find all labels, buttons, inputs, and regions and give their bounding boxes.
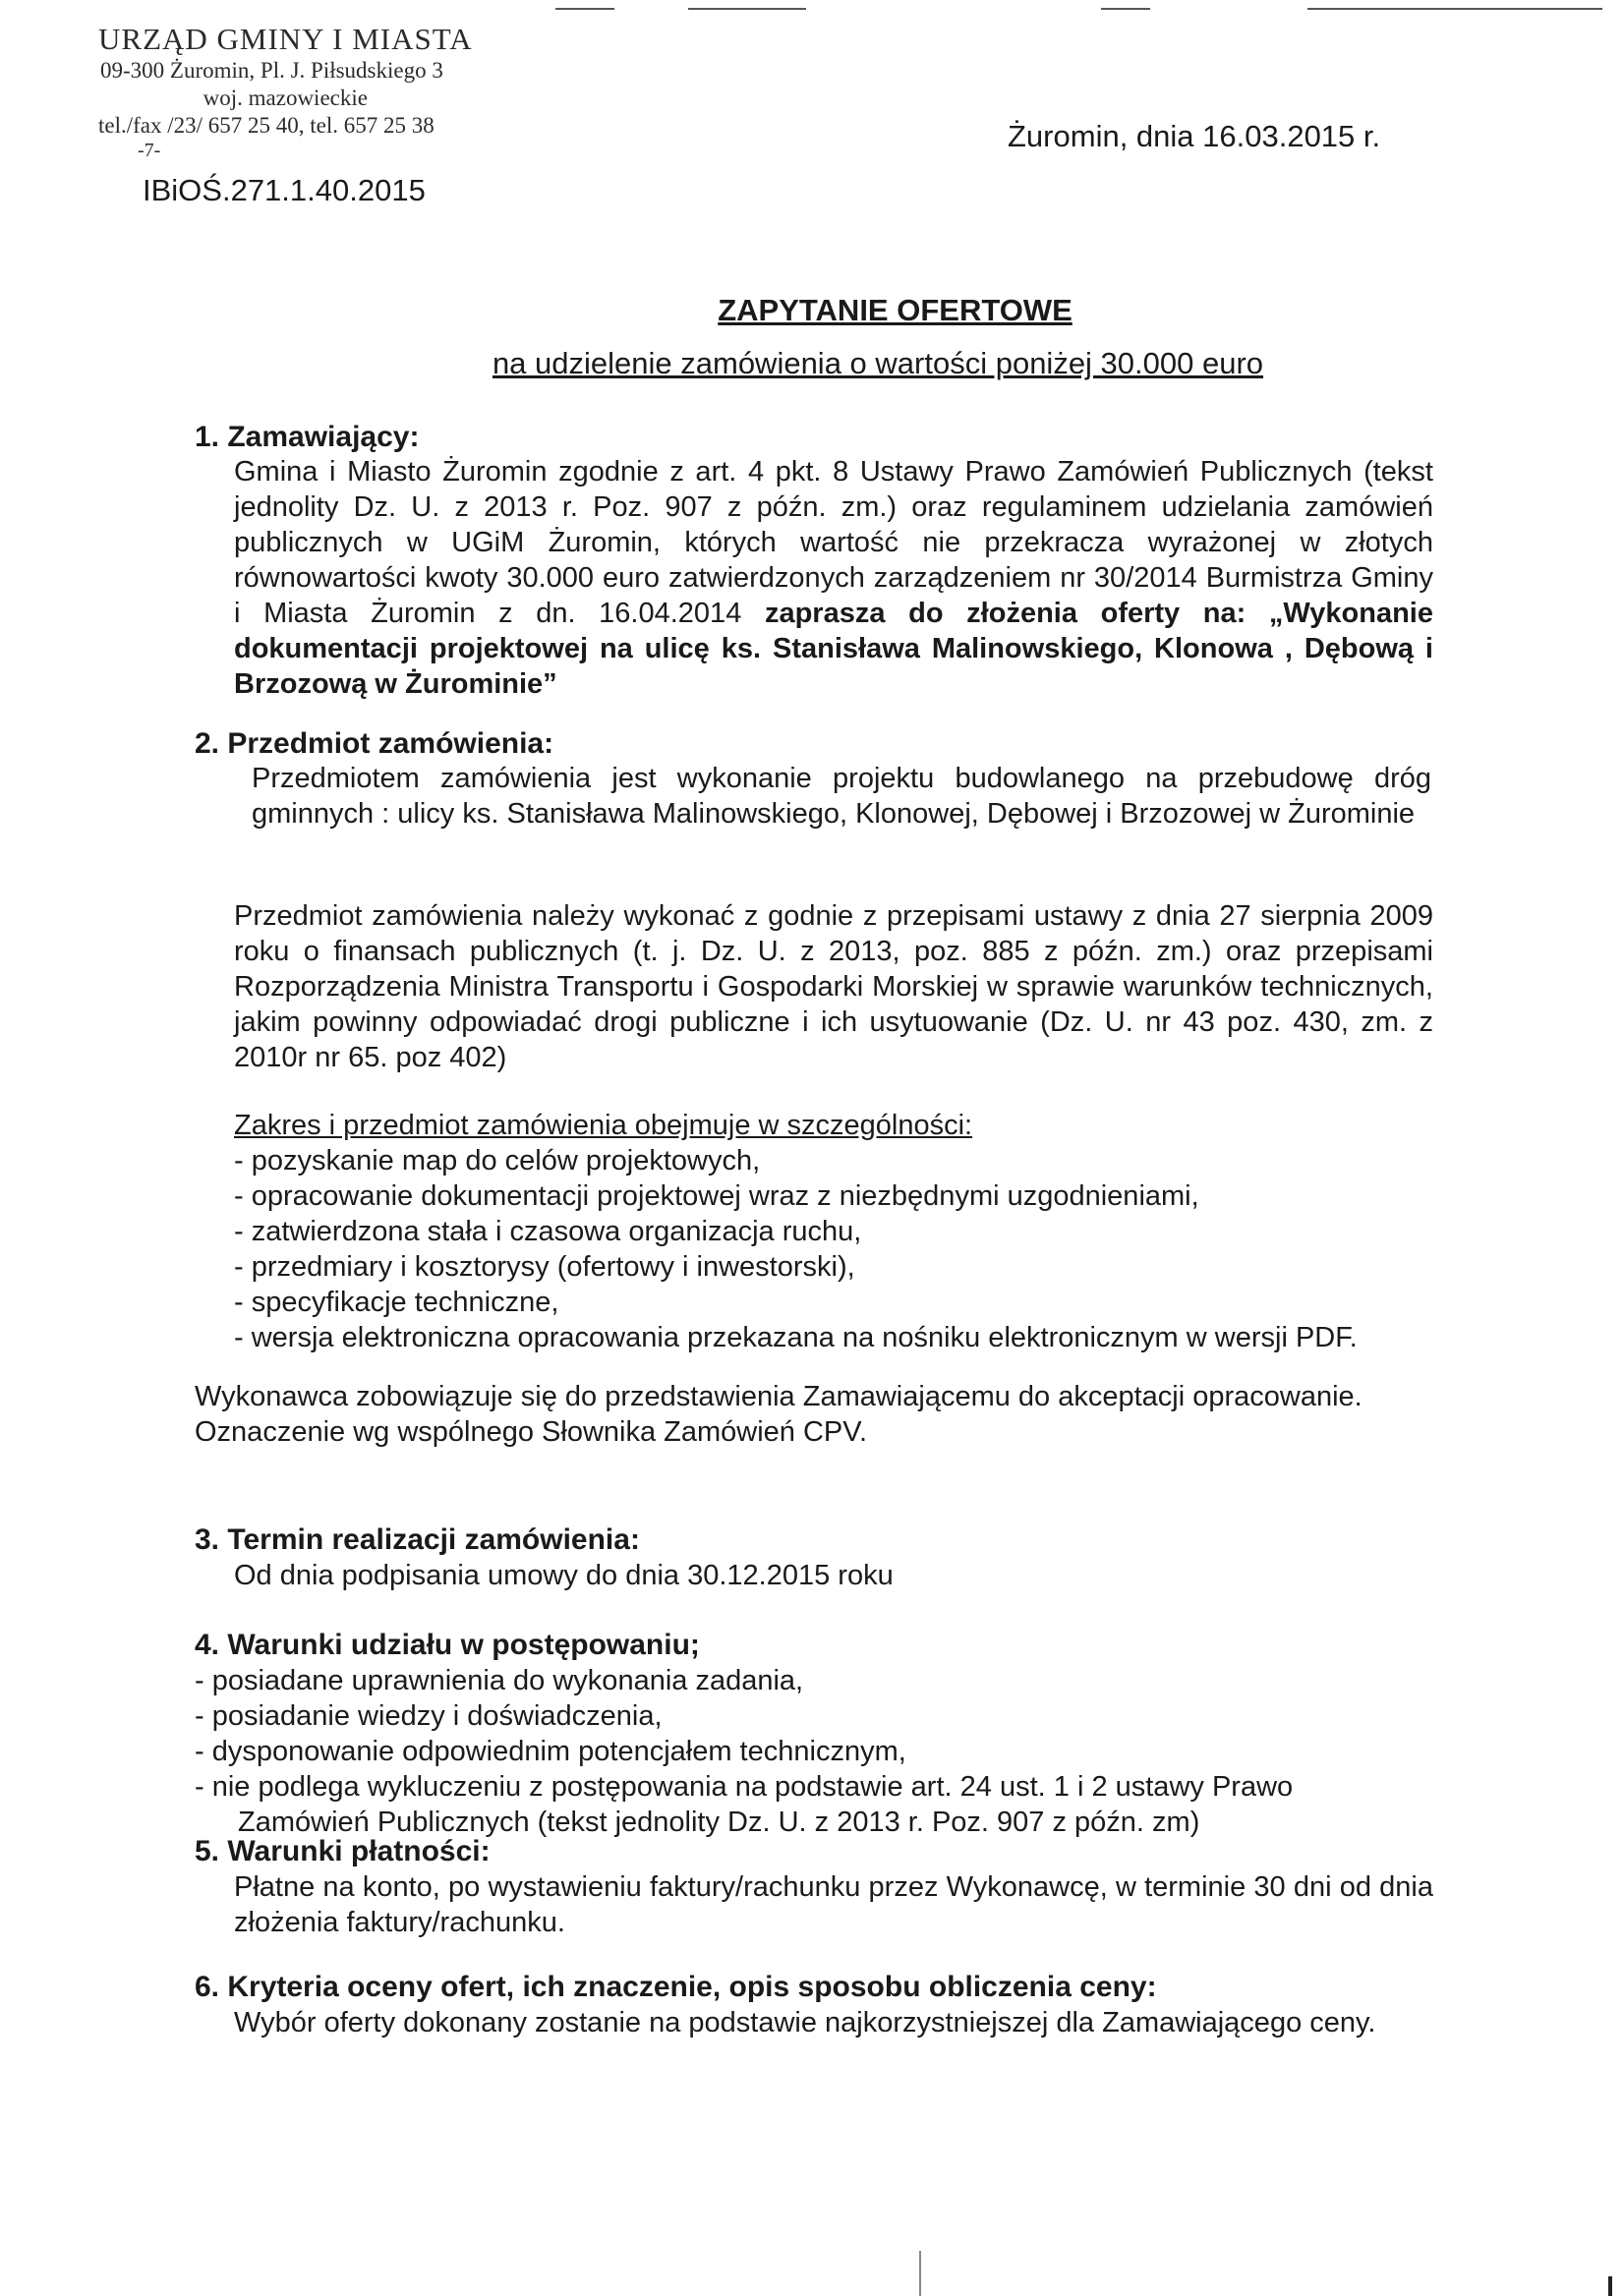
note-block xyxy=(195,1379,1433,1450)
section-heading: 6. Kryteria oceny ofert, ich znaczenie, opis sposobu obliczenia ceny: xyxy=(195,1971,1157,2003)
scan-line xyxy=(1307,8,1602,10)
list-item: - opracowanie dokumentacji projektowej wraz z niezbędnymi uzgodnieniami, xyxy=(234,1180,1199,1212)
office-region: woj. mazowieckie xyxy=(203,86,368,110)
office-phone: tel./fax /23/ 657 25 40, tel. 657 25 38 xyxy=(98,113,435,138)
note-line: Oznaczenie wg wspólnego Słownika Zamówień CPV. xyxy=(195,1416,868,1448)
scan-mark xyxy=(1608,2276,1612,2296)
list-item: - posiadanie wiedzy i doświadczenia, xyxy=(195,1700,663,1732)
scan-line xyxy=(555,8,614,10)
list-item: - wersja elektroniczna opracowania przekazana na nośniku elektronicznym w wersji PDF. xyxy=(234,1322,1358,1353)
office-name: URZĄD GMINY I MIASTA xyxy=(98,22,473,56)
conditions-list xyxy=(195,1663,1433,1840)
scan-mark xyxy=(919,2251,921,2296)
scan-line xyxy=(1101,8,1150,10)
document-subtitle: na udzielenie zamówienia o wartości poniżej 30.000 euro xyxy=(492,346,1264,380)
section-heading: 2. Przedmiot zamówienia: xyxy=(195,727,554,760)
stamp-mark: -7- xyxy=(138,140,161,161)
section-heading: 4. Warunki udziału w postępowaniu; xyxy=(195,1629,700,1661)
list-item: - zatwierdzona stała i czasowa organizacja ruchu, xyxy=(234,1216,862,1247)
list-item: - posiadane uprawnienia do wykonania zadania, xyxy=(195,1665,804,1696)
section-body: Wybór oferty dokonany zostanie na podstawie najkorzystniejszej dla Zamawiającego ceny. xyxy=(234,2007,1376,2038)
section-heading: 5. Warunki płatności: xyxy=(195,1835,491,1867)
office-address: 09-300 Żuromin, Pl. J. Piłsudskiego 3 xyxy=(100,58,443,83)
section-heading: 1. Zamawiający: xyxy=(195,421,420,453)
scope-heading: Zakres i przedmiot zamówienia obejmuje w szczególności: xyxy=(234,1110,973,1141)
list-item: - specyfikacje techniczne, xyxy=(234,1287,559,1318)
section-body xyxy=(234,454,1433,702)
section-bold-text: zaprasza do złożenia oferty na: „Wykonanie dokumentacji projektowej na ulicę ks. Stanisława Malinowskiego, Klonowa , Dębową i Brzozową w Żurominie” xyxy=(234,598,1433,700)
reference-number: IBiOŚ.271.1.40.2015 xyxy=(143,173,426,207)
list-item-continuation: Zamówień Publicznych (tekst jednolity Dz. U. z 2013 r. Poz. 907 z późn. zm) xyxy=(238,1807,1200,1838)
place-and-date: Żuromin, dnia 16.03.2015 r. xyxy=(1008,119,1381,153)
scope-list xyxy=(234,1108,1433,1355)
scan-line xyxy=(688,8,806,10)
section-text: Gmina i Miasto Żuromin zgodnie z art. 4 pkt. 8 Ustawy Prawo Zamówień Publicznych (tekst jednolity Dz. U. z 2013 r. Poz. 907 z późn. zm.) oraz regulaminem udzielania zamówień publicznych w UGiM Żuromin, których wartość nie przekracza wyrażonej w złotych równowartości kwoty 30.000 euro zatwierdzonych zarządzeniem nr 30/2014 Burmistrza Gminy i Miasta Żuromin z dn. 16.04.2014 xyxy=(234,456,1433,629)
section-body: Od dnia podpisania umowy do dnia 30.12.2015 roku xyxy=(234,1560,894,1591)
note-line: Wykonawca zobowiązuje się do przedstawienia Zamawiającemu do akceptacji opracowanie. xyxy=(195,1381,1362,1412)
paragraph: Przedmiotem zamówienia jest wykonanie projektu budowlanego na przebudowę dróg gminnych : ulicy ks. Stanisława Malinowskiego, Klonowej, Dębowej i Brzozowej w Żurominie xyxy=(252,763,1431,830)
list-item: - pozyskanie map do celów projektowych, xyxy=(234,1145,761,1177)
section-heading: 3. Termin realizacji zamówienia: xyxy=(195,1523,640,1556)
list-item: - nie podlega wykluczeniu z postępowania na podstawie art. 24 ust. 1 i 2 ustawy Prawo xyxy=(195,1771,1294,1803)
list-item: - przedmiary i kosztorysy (ofertowy i inwestorski), xyxy=(234,1251,855,1283)
office-stamp xyxy=(98,22,473,159)
list-item: - dysponowanie odpowiednim potencjałem technicznym, xyxy=(195,1736,906,1767)
document-title: ZAPYTANIE OFERTOWE xyxy=(718,293,1072,327)
section-body: Płatne na konto, po wystawieniu faktury/rachunku przez Wykonawcę, w terminie 30 dni od dnia złożenia faktury/rachunku. xyxy=(234,1871,1433,1938)
paragraph: Przedmiot zamówienia należy wykonać z godnie z przepisami ustawy z dnia 27 sierpnia 2009 roku o finansach publicznych (t. j. Dz. U. z 2013, poz. 885 z późn. zm.) oraz przepisami Rozporządzenia Ministra Transportu i Gospodarki Morskiej w sprawie warunków technicznych, jakim powinny odpowiadać drogi publiczne i ich usytuowanie (Dz. U. nr 43 poz. 430, zm. z 2010r nr 65. poz 402) xyxy=(234,900,1433,1073)
